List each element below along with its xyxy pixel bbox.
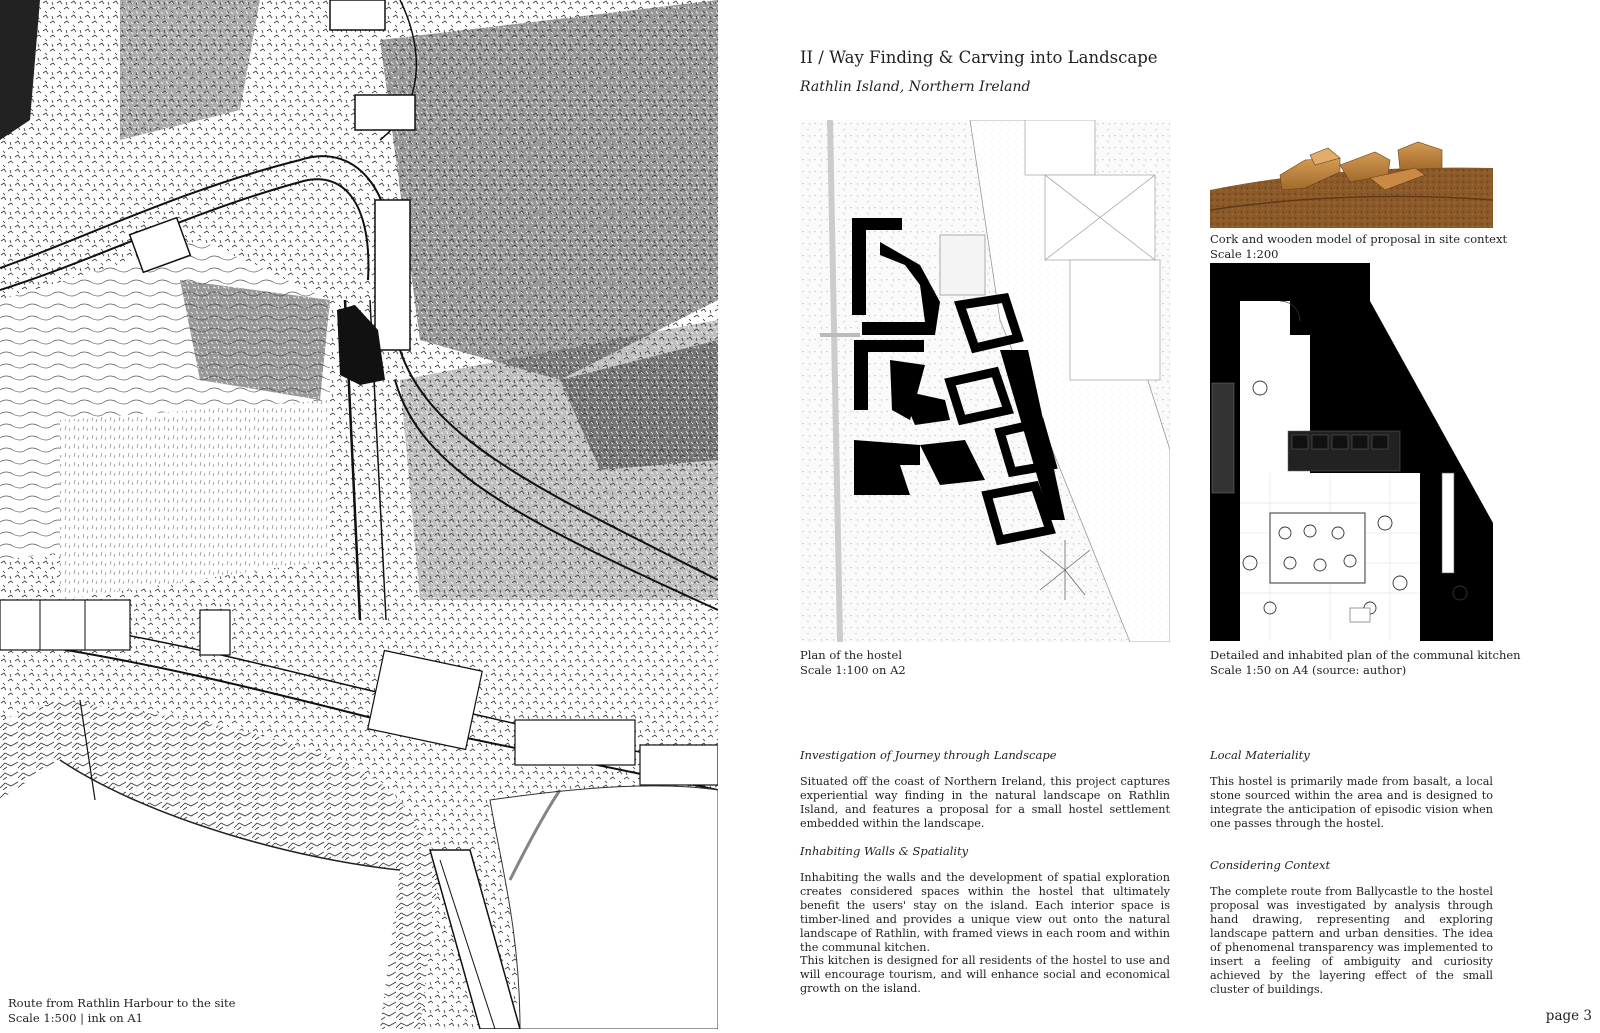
section-heading-journey: Investigation of Journey through Landscape <box>800 748 1057 762</box>
page-subtitle: Rathlin Island, Northern Ireland <box>800 79 1031 95</box>
caption-scale: Scale 1:200 <box>1210 247 1279 261</box>
section-heading-walls: Inhabiting Walls & Spatiality <box>800 844 969 858</box>
section-body-kitchen: This kitchen is designed for all residents of the hostel to use and will encourage tourism, and will enhance social and economical growth on the island. <box>800 954 1170 995</box>
caption-title: Route from Rathlin Harbour to the site <box>8 996 236 1010</box>
site-route-drawing <box>0 0 718 1029</box>
caption-title: Cork and wooden model of proposal in site context <box>1210 232 1508 246</box>
kitchen-plan-caption <box>1210 648 1521 678</box>
model-photo <box>1210 120 1493 228</box>
section-heading-materiality: Local Materiality <box>1210 748 1310 762</box>
site-drawing-caption <box>8 996 235 1026</box>
section-heading-context: Considering Context <box>1210 858 1331 872</box>
caption-title: Plan of the hostel <box>800 648 902 662</box>
caption-title: Detailed and inhabited plan of the communal kitchen <box>1210 648 1521 662</box>
caption-scale: Scale 1:50 on A4 (source: author) <box>1210 663 1407 677</box>
page-number: page 3 <box>1545 1008 1592 1024</box>
caption-scale: Scale 1:500 | ink on A1 <box>8 1011 143 1025</box>
section-body-materiality: This hostel is primarily made from basalt, a local stone sourced within the area and is designed to integrate the anticipation of episodic vision when one passes through the hostel. <box>1210 775 1493 830</box>
section-body-walls: Inhabiting the walls and the development of spatial exploration creates considered spaces within the hostel that ultimately benefit the users' stay on the island. Each interior space is timber-lined and provides a unique view out onto the natural landscape of Rathlin, with framed views in each room and within the communal kitchen. <box>800 871 1170 954</box>
hostel-plan-caption <box>800 648 906 678</box>
hostel-plan-drawing <box>800 120 1170 642</box>
caption-scale: Scale 1:100 on A2 <box>800 663 906 677</box>
model-photo-caption <box>1210 232 1507 262</box>
section-body-context: The complete route from Ballycastle to the hostel proposal was investigated by analysis through hand drawing, representing and exploring landscape pattern and urban densities. The idea of phenomenal transparency was implemented to insert a feeling of ambiguity and curiosity achieved by the layering effect of the small cluster of buildings. <box>1210 885 1493 996</box>
kitchen-plan-drawing <box>1210 263 1493 641</box>
section-body-journey: Situated off the coast of Northern Ireland, this project captures experiential way finding in the natural landscape on Rathlin Island, and features a proposal for a small hostel settlement embedded within the landscape. <box>800 775 1170 830</box>
page-title: II / Way Finding & Carving into Landscape <box>800 48 1158 67</box>
